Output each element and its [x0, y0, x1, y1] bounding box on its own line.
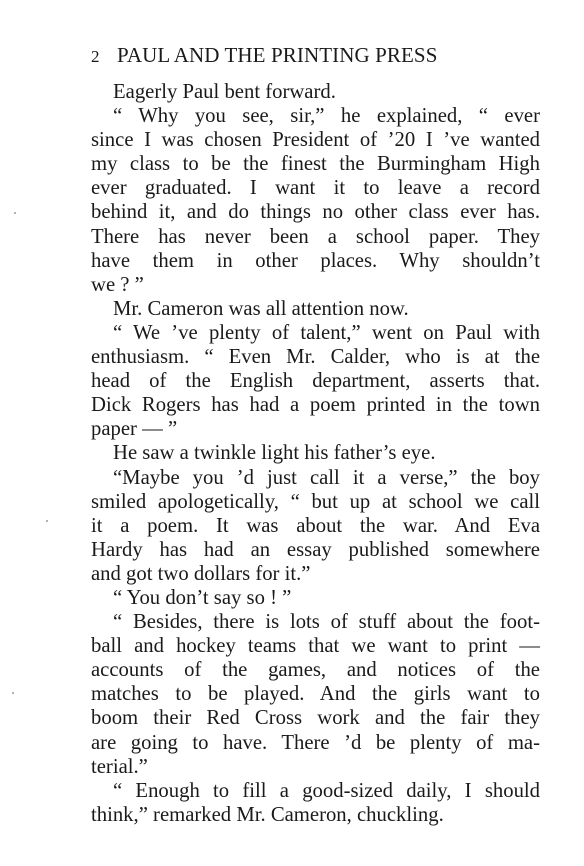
body-text	[91, 80, 540, 827]
text-line: paper — ”	[91, 418, 178, 441]
text-line: accounts of the games, and notices of the	[91, 659, 540, 682]
paper-speck	[14, 212, 16, 214]
paper-speck	[46, 520, 48, 522]
text-line: smiled apologetically, “ but up at school we call	[91, 490, 540, 513]
text-line: matches to be played. And the girls want to	[91, 683, 540, 706]
text-line: and got two dollars for it.”	[91, 562, 311, 585]
text-line: Hardy has had an essay published somewhere	[91, 538, 540, 561]
text-line: Eagerly Paul bent forward.	[113, 81, 336, 103]
text-line: He saw a twinkle light his father’s eye.	[113, 442, 436, 465]
text-line: “Maybe you ’d just call it a verse,” the boy	[113, 466, 540, 489]
text-line: “ Why you see, sir,” he explained, “ ever	[113, 105, 540, 128]
text-line: boom their Red Cross work and the fair they	[91, 707, 540, 730]
text-line: “ You don’t say so ! ”	[113, 586, 292, 609]
text-line: ever graduated. I want it to leave a record	[91, 177, 540, 200]
text-line: ball and hockey teams that we want to print —	[91, 635, 540, 658]
text-line: since I was chosen President of ’20 I ’ve wanted	[91, 129, 540, 152]
text-line: There has never been a school paper. They	[91, 225, 540, 248]
running-title: PAUL AND THE PRINTING PRESS	[117, 43, 438, 67]
text-line: “ We ’ve plenty of talent,” went on Paul with	[113, 321, 540, 344]
running-head	[91, 40, 551, 72]
text-line: “ Besides, there is lots of stuff about the foot-	[113, 611, 540, 634]
text-line: behind it, and do things no other class ever has.	[91, 201, 540, 224]
text-line: Dick Rogers has had a poem printed in the town	[91, 394, 540, 417]
paper-speck	[12, 692, 14, 694]
text-line: it a poem. It was about the war. And Eva	[91, 514, 540, 537]
text-line: enthusiasm. “ Even Mr. Calder, who is at the	[91, 346, 540, 369]
text-line: terial.”	[91, 755, 148, 778]
text-line: are going to have. There ’d be plenty of ma-	[91, 731, 540, 754]
text-line: “ Enough to fill a good-sized daily, I should	[113, 779, 540, 802]
text-line: Mr. Cameron was all attention now.	[113, 297, 409, 320]
text-line: have them in other places. Why shouldn’t	[91, 249, 540, 272]
text-line: think,” remarked Mr. Cameron, chuckling.	[91, 803, 444, 826]
text-line: we ? ”	[91, 273, 144, 296]
text-line: head of the English department, asserts that.	[91, 370, 540, 393]
page-number: 2	[91, 47, 100, 66]
text-line: my class to be the finest the Burmingham High	[91, 153, 540, 176]
